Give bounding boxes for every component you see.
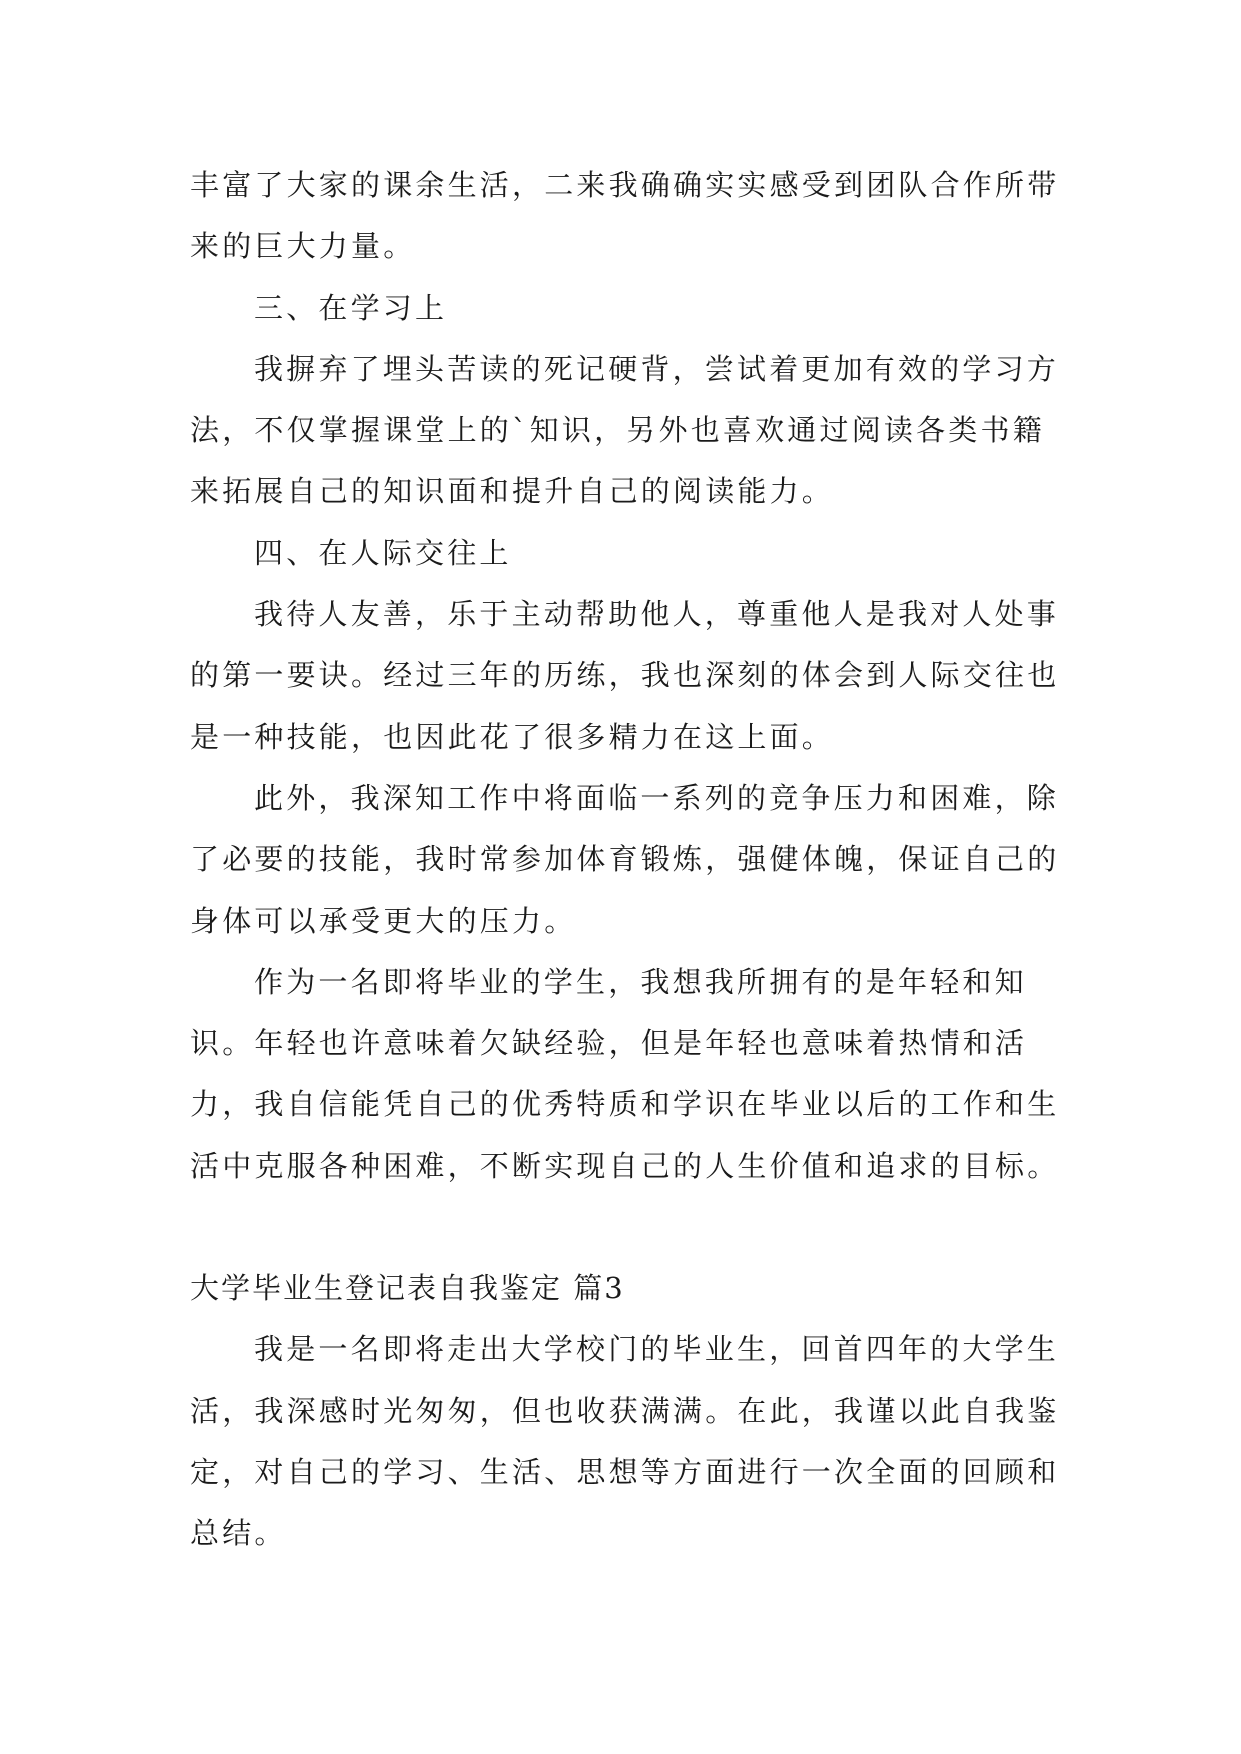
heading-interpersonal: 四、在人际交往上 [254, 535, 512, 570]
paragraph-section-intro: 我是一名即将走出大学校门的毕业生，回首四年的大学生活，我深感时光匆匆，但也收获满满。在此，我谨以此自我鉴定，对自己的学习、生活、思想等方面进行一次全面的回顾和总结。 [190, 1332, 1060, 1551]
paragraph-additional: 此外，我深知工作中将面临一系列的竞争压力和困难，除了必要的技能，我时常参加体育锻炼，强健体魄，保证自己的身体可以承受更大的压力。 [190, 780, 1060, 938]
heading-study: 三、在学习上 [254, 290, 448, 325]
paragraph-continuation: 丰富了大家的课余生活，二来我确确实实感受到团队合作所带来的巨大力量。 [190, 168, 1060, 264]
paragraph-conclusion: 作为一名即将毕业的学生，我想我所拥有的是年轻和知识。年轻也许意味着欠缺经验，但是年轻也意味着热情和活力，我自信能凭自己的优秀特质和学识在毕业以后的工作和生活中克服各种困难，不断实现自己的人生价值和追求的目标。 [190, 964, 1060, 1183]
paragraph-study: 我摒弃了埋头苦读的死记硬背，尝试着更加有效的学习方法，不仅掌握课堂上的`知识，另外也喜欢通过阅读各类书籍来拓展自己的知识面和提升自己的阅读能力。 [190, 351, 1060, 509]
section-title: 大学毕业生登记表自我鉴定 篇3 [190, 1271, 625, 1306]
document-body [190, 155, 1062, 1565]
paragraph-interpersonal: 我待人友善，乐于主动帮助他人，尊重他人是我对人处事的第一要诀。经过三年的历练，我也深刻的体会到人际交往也是一种技能，也因此花了很多精力在这上面。 [190, 597, 1060, 754]
